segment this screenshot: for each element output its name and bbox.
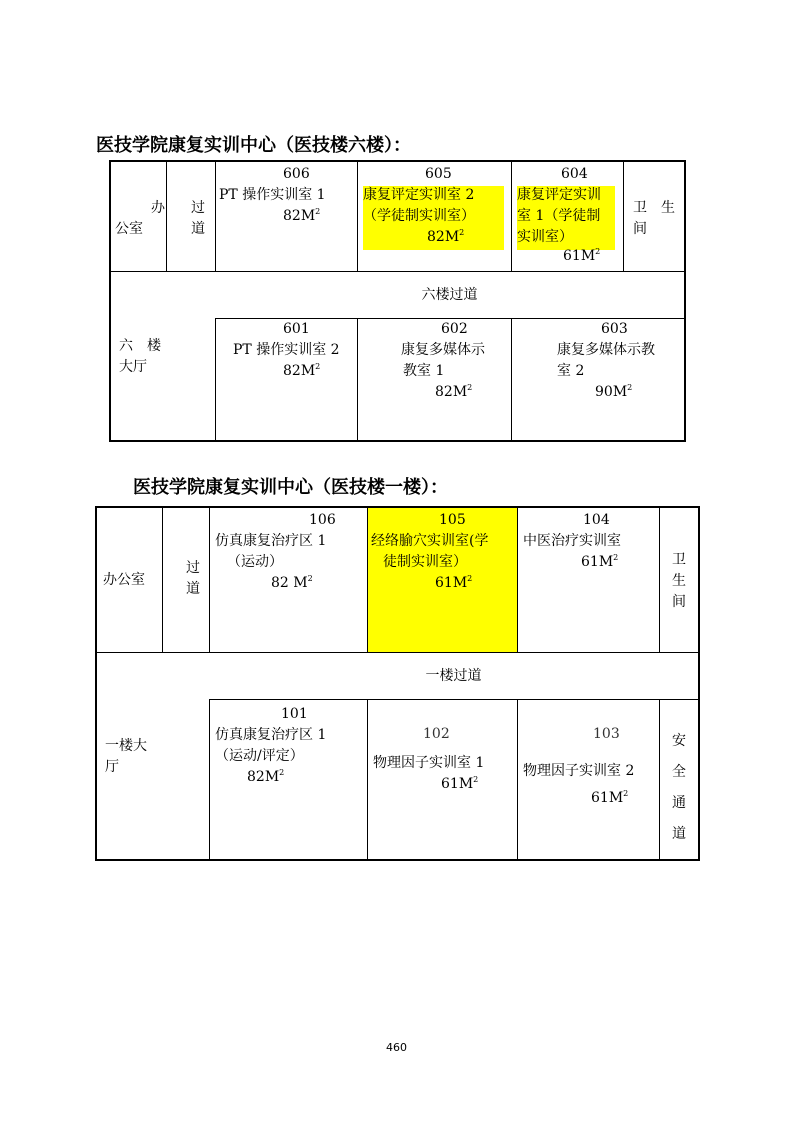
toilet-line2: 间 (633, 221, 647, 237)
room-number: 605 (425, 166, 452, 182)
room-name-cont: （运动/评定） (215, 748, 304, 764)
toilet (661, 550, 697, 613)
room-101 (215, 704, 365, 788)
toilet-char1: 卫 (672, 552, 686, 568)
lobby-right-line (209, 699, 210, 859)
room-name: PT 操作实训室 2 (233, 342, 340, 358)
room-603 (517, 319, 683, 403)
r602-r603-line (511, 318, 512, 440)
room-name: 仿真康复治疗区 1 (215, 533, 327, 549)
corridor-label: 一楼过道 (425, 668, 482, 684)
r103-exit-line (659, 699, 660, 859)
room-area: $82M^2$ (283, 207, 321, 224)
room-area: $82M^2$ (427, 228, 465, 245)
room-106 (215, 510, 365, 594)
exit-char2: 全 (672, 764, 686, 780)
room-name-cont2: 实训室） (517, 229, 573, 245)
room-area: $82M^2$ (247, 768, 285, 785)
room-area: $90M^2$ (595, 383, 633, 400)
lobby (105, 736, 205, 778)
room-602 (363, 319, 509, 403)
passage-right-line (209, 508, 210, 652)
office-line2: 公室 (115, 221, 143, 237)
room-number: 101 (281, 706, 308, 722)
room-name: 中医治疗实训室 (523, 533, 621, 549)
r101-r102-line (367, 699, 368, 859)
passage-char1: 过 (186, 560, 200, 576)
passage-right-line (215, 162, 216, 271)
passage (179, 558, 207, 600)
room-name: PT 操作实训室 1 (219, 187, 326, 203)
room-name-cont: 室 2 (557, 363, 585, 379)
lobby-line1: 六 楼 (119, 338, 161, 354)
floor6-title: 医技学院康复实训中心（医技楼六楼）： (96, 135, 411, 156)
lobby-right-line (215, 318, 216, 440)
room-601 (219, 319, 355, 382)
room-number: 103 (593, 726, 620, 742)
room-name: 康复评定实训室 2 (363, 187, 475, 203)
office-line1: 办 (151, 200, 165, 216)
passage-char2: 道 (186, 581, 200, 597)
r105-r104-line (517, 508, 518, 652)
page-number: 460 (386, 1041, 407, 1054)
room-name-cont: 室 1（学徒制 (517, 208, 601, 224)
room-name: 康复多媒体示 (401, 342, 485, 358)
passage-char1: 过 (191, 200, 205, 216)
room-name-cont: 教室 1 (403, 363, 445, 379)
room-name-cont: （学徒制实训室） (363, 208, 475, 224)
corridor-top-line (97, 652, 698, 653)
room-604 (517, 164, 623, 267)
office: 办公室 (103, 572, 145, 588)
office (115, 198, 167, 240)
corridor-top-line (111, 271, 684, 272)
room-area: $61M^2$ (435, 574, 473, 591)
room-605 (363, 164, 509, 248)
room-area: $82M^2$ (435, 383, 473, 400)
room-number: 602 (441, 321, 468, 337)
room-103 (523, 724, 659, 809)
room-104 (523, 510, 659, 573)
room-area: $61M^2$ (563, 247, 601, 264)
lobby-line2: 大厅 (119, 359, 147, 375)
room-name-cont: （运动） (227, 554, 283, 570)
r601-r602-line (357, 318, 358, 440)
room-number: 601 (283, 321, 310, 337)
r604-toilet-line (623, 162, 624, 271)
safety-exit (661, 726, 697, 850)
room-area: $61M^2$ (581, 553, 619, 570)
room-area: 82 $M^2$ (271, 574, 313, 591)
floor6-plan (109, 160, 686, 442)
lobby-line1: 一楼大 (105, 738, 147, 754)
room-number: 104 (583, 512, 610, 528)
room-number: 106 (309, 512, 336, 528)
exit-char3: 通 (672, 795, 686, 811)
lobby (119, 336, 209, 378)
exit-char1: 安 (672, 733, 686, 749)
floor1-plan (95, 506, 700, 861)
room-area: $61M^2$ (591, 789, 629, 806)
room-name: 康复多媒体示教 (557, 342, 655, 358)
corridor-label: 六楼过道 (421, 287, 478, 303)
room-name: 仿真康复治疗区 1 (215, 727, 327, 743)
lobby-line2: 厅 (105, 759, 119, 775)
room-area: $82M^2$ (283, 362, 321, 379)
passage (183, 198, 213, 240)
room-606 (219, 164, 355, 227)
passage-char2: 道 (191, 221, 205, 237)
r605-r604-line (511, 162, 512, 271)
exit-char4: 道 (672, 826, 686, 842)
toilet (629, 198, 683, 240)
room-area: $61M^2$ (441, 775, 479, 792)
toilet-line1: 卫 生 (633, 200, 675, 216)
r102-r103-line (517, 699, 518, 859)
room-number: 606 (283, 166, 310, 182)
r106-r105-line (367, 508, 368, 652)
room-number: 604 (561, 166, 588, 182)
r606-r605-line (357, 162, 358, 271)
room-name: 物理因子实训室 2 (523, 763, 635, 779)
corridor-bottom-line (209, 699, 698, 700)
room-number: 603 (601, 321, 628, 337)
room-name: 经络腧穴实训室(学 (371, 533, 489, 549)
r104-toilet-line (659, 508, 660, 652)
room-102 (373, 724, 517, 795)
room-number: 105 (439, 512, 466, 528)
floor1-title: 医技学院康复实训中心（医技楼一楼）： (133, 477, 448, 498)
room-name: 物理因子实训室 1 (373, 755, 485, 771)
toilet-char2: 生 (672, 573, 686, 589)
room-name-cont: 徒制实训室） (383, 554, 467, 570)
toilet-char3: 间 (672, 594, 686, 610)
room-number: 102 (423, 726, 450, 742)
room-name: 康复评定实训 (517, 187, 601, 203)
room-105 (371, 510, 517, 594)
